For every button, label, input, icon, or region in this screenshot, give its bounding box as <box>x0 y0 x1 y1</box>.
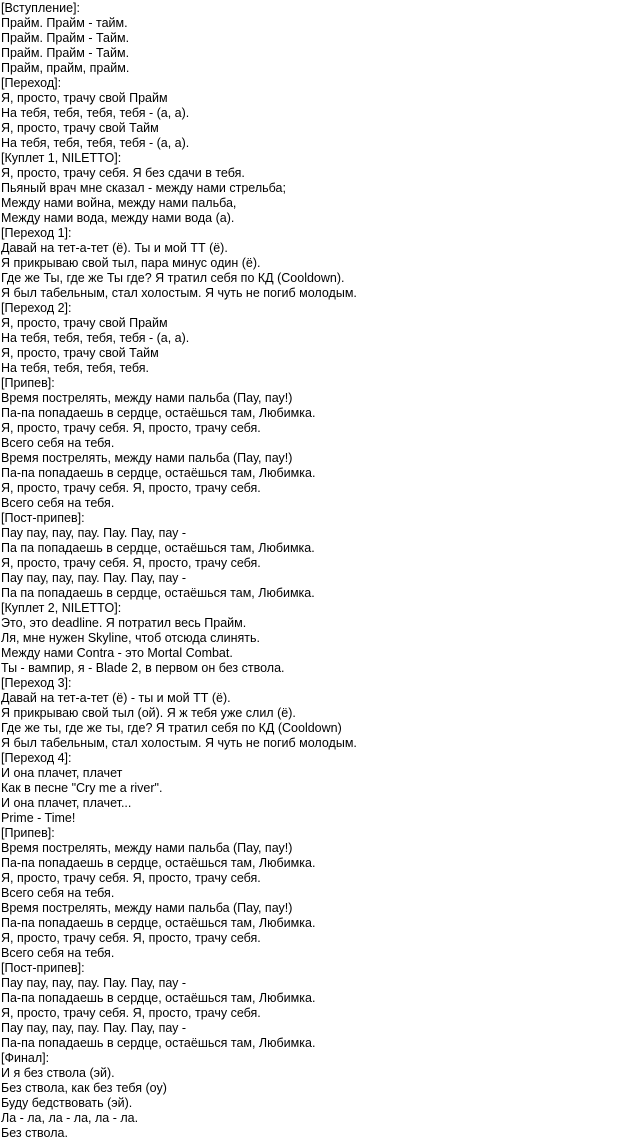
lyric-line: Я, просто, трачу себя. Я без сдачи в тебя. <box>1 166 245 180</box>
section-header: [Вступление]: <box>1 1 80 15</box>
lyric-line: Время пострелять, между нами пальба (Пау, пау!) <box>1 391 293 405</box>
lyric-line: Пау пау, пау, пау. Пау. Пау, пау - <box>1 1021 187 1035</box>
lyric-line: Пау пау, пау, пау. Пау. Пау, пау - <box>1 976 187 990</box>
lyric-line: Па-па попадаешь в сердце, остаёшься там, Любимка. <box>1 466 316 480</box>
lyric-line: Прайм. Прайм - Тайм. <box>1 31 130 45</box>
lyric-line: Пьяный врач мне сказал - между нами стрельба; <box>1 181 286 195</box>
section-header: [Куплет 2, NILETTO]: <box>1 601 122 615</box>
section-header: [Переход 2]: <box>1 301 72 315</box>
lyric-line: Пау пау, пау, пау. Пау. Пау, пау - <box>1 526 187 540</box>
lyric-line: Где же Ты, где же Ты где? Я тратил себя по КД (Cooldown). <box>1 271 345 285</box>
lyric-line: Всего себя на тебя. <box>1 496 115 510</box>
lyric-line: Ля, мне нужен Skyline, чтоб отсюда слинять. <box>1 631 260 645</box>
lyric-line: Па-па попадаешь в сердце, остаёшься там, Любимка. <box>1 406 316 420</box>
lyric-line: Я, просто, трачу себя. Я, просто, трачу себя. <box>1 1006 261 1020</box>
lyric-line: Между нами война, между нами пальба, <box>1 196 237 210</box>
lyric-line: На тебя, тебя, тебя, тебя - (а, а). <box>1 136 190 150</box>
lyric-line: Пау пау, пау, пау. Пау. Пау, пау - <box>1 571 187 585</box>
lyric-line: Па па попадаешь в сердце, остаёшься там, Любимка. <box>1 586 315 600</box>
lyric-line: Где же ты, где же ты, где? Я тратил себя по КД (Cooldown) <box>1 721 342 735</box>
lyric-line: Па-па попадаешь в сердце, остаёшься там, Любимка. <box>1 856 316 870</box>
lyric-line: Время пострелять, между нами пальба (Пау, пау!) <box>1 901 293 915</box>
section-header: [Переход]: <box>1 76 62 90</box>
lyric-line: Я был табельным, стал холостым. Я чуть не погиб молодым. <box>1 736 357 750</box>
section-header: [Припев]: <box>1 826 55 840</box>
section-header: [Финал]: <box>1 1051 50 1065</box>
lyric-line: И она плачет, плачет <box>1 766 123 780</box>
lyric-line: Время пострелять, между нами пальба (Пау, пау!) <box>1 451 293 465</box>
lyric-line: Прайм, прайм, прайм. <box>1 61 130 75</box>
lyric-line: Всего себя на тебя. <box>1 436 115 450</box>
lyric-line: Prime - Time! <box>1 811 76 825</box>
lyric-line: Прайм. Прайм - тайм. <box>1 16 128 30</box>
lyric-line: Я, просто, трачу свой Прайм <box>1 91 168 105</box>
lyric-line: На тебя, тебя, тебя, тебя - (а, а). <box>1 331 190 345</box>
lyric-line: Между нами Contra - это Mortal Combat. <box>1 646 233 660</box>
lyric-line: Я, просто, трачу свой Прайм <box>1 316 168 330</box>
section-header: [Переход 4]: <box>1 751 72 765</box>
lyric-line: И она плачет, плачет... <box>1 796 132 810</box>
lyric-line: На тебя, тебя, тебя, тебя - (а, а). <box>1 106 190 120</box>
lyric-line: Без ствола. <box>1 1126 68 1140</box>
lyric-line: Па-па попадаешь в сердце, остаёшься там, Любимка. <box>1 916 316 930</box>
lyric-line: Я прикрываю свой тыл (ой). Я ж тебя уже слил (ё). <box>1 706 296 720</box>
section-header: [Переход 1]: <box>1 226 72 240</box>
lyric-line: И я без ствола (эй). <box>1 1066 115 1080</box>
lyric-line: Прайм. Прайм - Тайм. <box>1 46 130 60</box>
lyric-line: Я, просто, трачу свой Тайм <box>1 121 159 135</box>
lyric-line: Давай на тет-а-тет (ё) - ты и мой ТТ (ё). <box>1 691 231 705</box>
lyric-line: Буду бедствовать (эй). <box>1 1096 133 1110</box>
lyric-line: Без ствола, как без тебя (оу) <box>1 1081 167 1095</box>
lyric-line: Па па попадаешь в сердце, остаёшься там, Любимка. <box>1 541 315 555</box>
lyric-line: На тебя, тебя, тебя, тебя. <box>1 361 149 375</box>
lyric-line: Я, просто, трачу себя. Я, просто, трачу себя. <box>1 931 261 945</box>
lyric-line: Я, просто, трачу себя. Я, просто, трачу себя. <box>1 871 261 885</box>
lyric-line: Па-па попадаешь в сердце, остаёшься там, Любимка. <box>1 991 316 1005</box>
lyric-line: Я был табельным, стал холостым. Я чуть не погиб молодым. <box>1 286 357 300</box>
lyric-line: Всего себя на тебя. <box>1 946 115 960</box>
lyric-line: Время пострелять, между нами пальба (Пау, пау!) <box>1 841 293 855</box>
section-header: [Переход 3]: <box>1 676 72 690</box>
lyric-line: Между нами вода, между нами вода (а). <box>1 211 235 225</box>
section-header: [Пост-припев]: <box>1 511 85 525</box>
lyric-line: Па-па попадаешь в сердце, остаёшься там, Любимка. <box>1 1036 316 1050</box>
lyric-line: Я, просто, трачу себя. Я, просто, трачу себя. <box>1 556 261 570</box>
lyric-line: Я прикрываю свой тыл, пара минус один (ё). <box>1 256 261 270</box>
lyric-line: Это, это deadline. Я потратил весь Прайм. <box>1 616 247 630</box>
lyric-line: Я, просто, трачу себя. Я, просто, трачу себя. <box>1 421 261 435</box>
lyric-line: Ла - ла, ла - ла, ла - ла. <box>1 1111 139 1125</box>
lyric-line: Ты - вампир, я - Blade 2, в первом он без ствола. <box>1 661 285 675</box>
lyric-line: Я, просто, трачу свой Тайм <box>1 346 159 360</box>
lyric-line: Давай на тет-а-тет (ё). Ты и мой ТТ (ё). <box>1 241 228 255</box>
lyric-line: Я, просто, трачу себя. Я, просто, трачу себя. <box>1 481 261 495</box>
lyric-line: Как в песне "Cry me a river". <box>1 781 163 795</box>
section-header: [Припев]: <box>1 376 55 390</box>
lyric-line: Всего себя на тебя. <box>1 886 115 900</box>
section-header: [Пост-припев]: <box>1 961 85 975</box>
section-header: [Куплет 1, NILETTO]: <box>1 151 122 165</box>
